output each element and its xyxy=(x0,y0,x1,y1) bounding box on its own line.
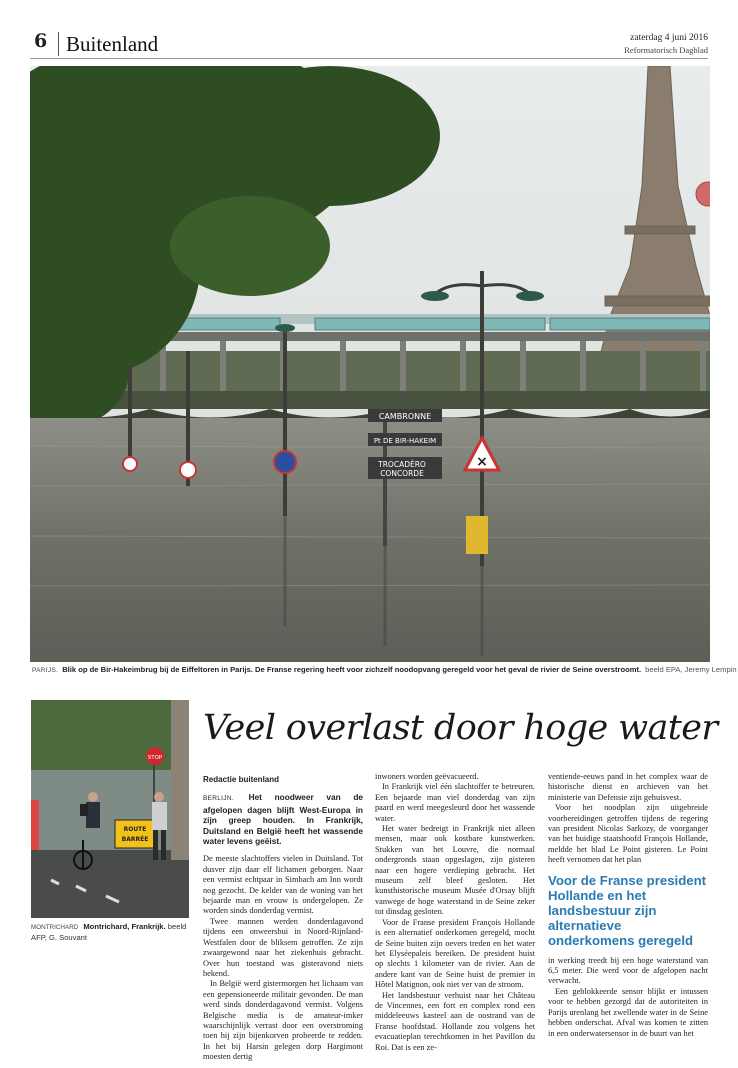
caption-location: MONTRICHARD xyxy=(31,924,79,931)
lead-location: BERLIJN. xyxy=(203,795,234,803)
header-rule xyxy=(30,58,708,59)
paragraph: Het landsbestuur verhuist naar het Château de Vincennes, een fort en complex rond een middeleeuws kasteel aan de oostrand van de Franse hoofdstad. Hollande zou volgens het evacuatieplan terechtkomen in het Pavillon du Roi. Dat is een ze- xyxy=(375,990,535,1052)
sign-cambronne: CAMBRONNE xyxy=(378,412,432,421)
paragraph: Twee mannen werden donderdagavond tijdens een onweersbui in Noord-Rijnland-Westfalen door de bliksem getroffen. Ze zijn zwaargewond naar het ziekenhuis gebracht. Over hun toestand was gisteravond niets bekend. xyxy=(203,916,363,978)
main-photo-illustration xyxy=(30,66,710,662)
sign-barree: BARRÉE xyxy=(121,836,149,843)
svg-text:STOP: STOP xyxy=(147,755,163,761)
sign-concorde: CONCORDE xyxy=(380,469,424,478)
paragraph: inwoners worden geëvacueerd. xyxy=(375,772,479,781)
sign-route: ROUTE xyxy=(123,826,147,833)
paragraph: De meeste slachtoffers vielen in Duitsland. Tot dusver zijn daar elf lichamen geborgen. Naar een vermist echtpaar in Simbach am Inn wordt nog gezocht. De kelder van de woning van het bejaarde man en vrouw is ondergelopen. Ze worden sinds donderdag vermist. xyxy=(203,854,363,916)
caption-location: PARIJS. xyxy=(32,667,59,674)
lead-text: Het noodweer van de afgelopen dagen blijft West-Europa in zijn greep houden. In Frankrijk, Duitsland en België heeft het wassende water levens geëist. xyxy=(203,792,363,847)
sign-trocadero: TROCADÉRO xyxy=(378,460,426,469)
paragraph: Voor het noodplan zijn uitgebreide voorbereidingen getroffen tijdens de regering van president Nicolas Sarkozy, de voorganger van het huidige staatshoofd François Hollande, meldde het blad Le Point gisteren. Le Point heeft vernomen dat het plan xyxy=(548,803,708,865)
yellow-sign xyxy=(466,516,488,554)
header-separator xyxy=(58,32,59,56)
article-headline: Veel overlast door hoge water xyxy=(203,708,718,748)
caption-credit: beeld EPA, Jeremy Lempin xyxy=(645,665,737,674)
main-photo-caption xyxy=(32,665,737,674)
paragraph: In Frankrijk viel één slachtoffer te betreuren. Een bejaarde man viel donderdag van zijn paard en werd meegesleurd door het wassende water. xyxy=(375,782,535,823)
pull-quote: Voor de Franse president Hollande en het landsbestuur zijn alternatieve onderkomens geregeld xyxy=(548,872,707,949)
article-column-1 xyxy=(203,775,363,1063)
byline: Redactie buitenland xyxy=(203,775,280,784)
caption-text: Blik op de Bir-Hakeimbrug bij de Eiffeltoren in Parijs. De Franse regering heeft voor zichzelf noodopvang geregeld voor het geval de rivier de Seine overstroomt. xyxy=(62,665,642,674)
article-column-3 xyxy=(548,772,708,1039)
street-signs xyxy=(368,409,442,479)
paragraph: In België werd gistermorgen het lichaam van een gepensioneerde militair gevonden. De man werd sinds donderdagavond vermist. Volgens Belgische media is de amateur-imker waarschijnlijk verrast door een overstroming toen hij zijn bijenkorven probeerde te redden. In het bij Harsin gelegen dorp Hargimont moesten dertig xyxy=(203,979,363,1062)
svg-text:×: × xyxy=(476,454,488,470)
sign-bir-hakeim: Pt DE BIR-HAKEIM xyxy=(373,437,437,445)
article-lead xyxy=(203,792,363,846)
newspaper-name: Reformatorisch Dagblad xyxy=(624,45,708,55)
article-column-2 xyxy=(375,772,535,1053)
paragraph: Een geblokkeerde sensor blijkt er intussen voor te hebben gezorgd dat de autoriteiten in Parijs urenlang het zwellende water in de Seine hebben onderschat. Afval was komen te zitten in een onderwatersensor in de buurt van het xyxy=(548,986,708,1038)
small-photo-cyclist xyxy=(31,700,189,918)
small-photo-illustration xyxy=(31,700,189,918)
main-photo-flooded-seine xyxy=(30,66,710,662)
section-title: Buitenland xyxy=(66,32,159,56)
caption-text: Montrichard, Frankrijk. xyxy=(83,922,166,931)
paragraph: Voor de Franse president François Hollande is een alternatief onderkomen geregeld, mocht de Seine buiten zijn oevers treden en het water het Elyséepaleis bereiken. De president huist op slechts 1 kilometer van de rivier. Aan de andere kant van de Seine huist de premier in Hôtel Matignon, ook niet ver van de stroom. xyxy=(375,917,535,990)
page-number: 6 xyxy=(34,30,48,52)
paragraph: Het water bedreigt in Frankrijk niet alleen mensen, maar ook kostbare kunstwerken. Stukken van het Louvre, die normaal ondergronds staan opgeslagen, zijn gisteren naar een hogere verdieping gebracht. Het museum zelf bleef gesloten. Het kunsthistorische museum Musée d'Orsay blijft vanwege de hoge waterstand in de Seine zeker tot dinsdag gesloten. xyxy=(375,824,535,917)
small-photo-caption xyxy=(31,922,196,943)
paragraph: in werking treedt bij een hoge waterstand van 6,5 meter. Die werd voor de afgelopen nacht verwacht. xyxy=(548,955,708,986)
issue-date: zaterdag 4 juni 2016 xyxy=(630,33,708,43)
caption-credit: beeld AFP, G. Souvant xyxy=(31,922,187,942)
paragraph: ventiende-eeuws pand in het complex waar de historische dienst en archieven van het ministerie van Defensie zijn gehuisvest. xyxy=(548,772,708,802)
